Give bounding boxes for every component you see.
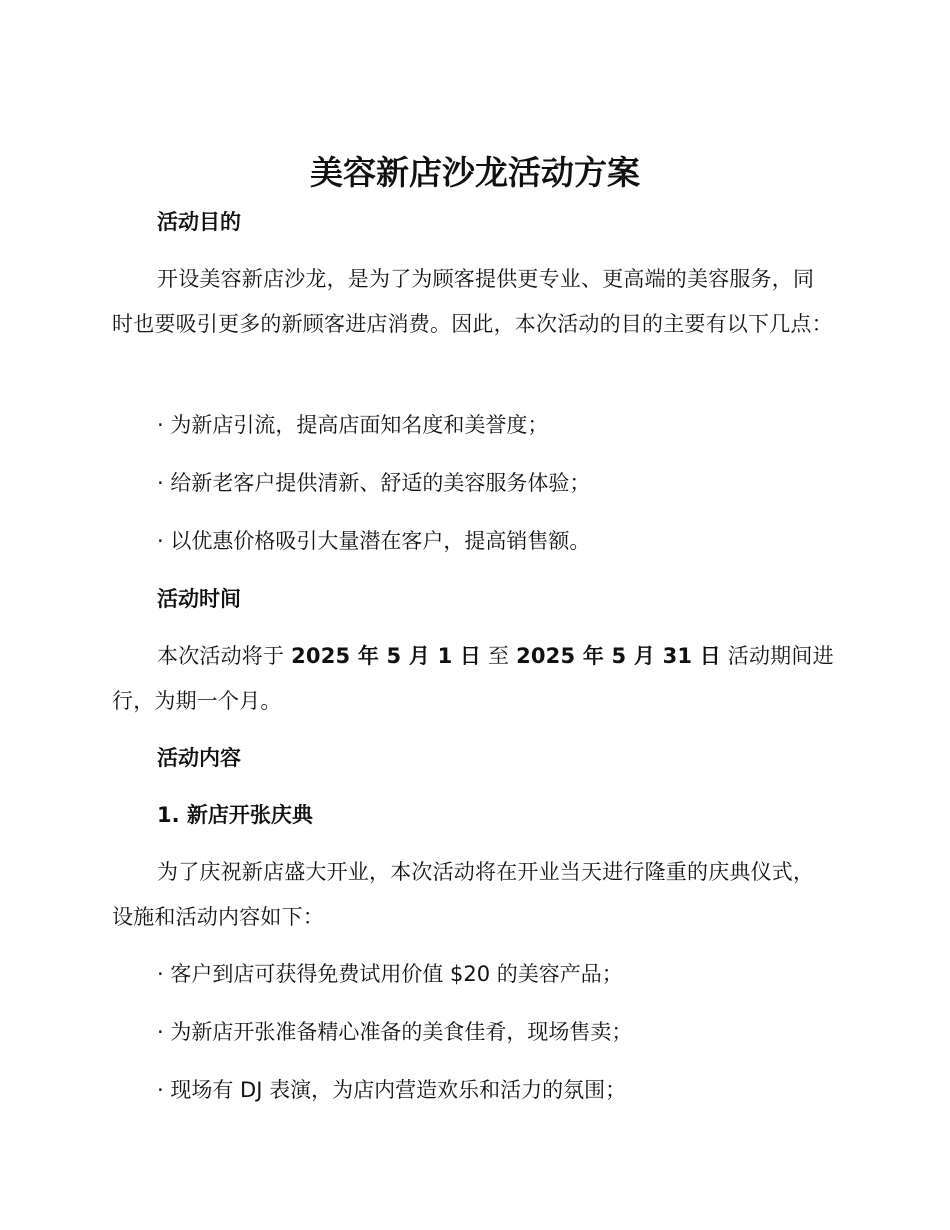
heading-content: 活动内容 xyxy=(157,746,241,770)
document-title: 美容新店沙龙活动方案 xyxy=(310,153,640,192)
heading-purpose: 活动目的 xyxy=(157,210,241,234)
end-date: 2025 年 5 月 31 日 xyxy=(516,644,721,668)
subheading-opening-ceremony: 1. 新店开张庆典 xyxy=(157,803,313,827)
time-prefix: 本次活动将于 xyxy=(157,644,292,668)
paragraph-content: 为了庆祝新店盛大开业，本次活动将在开业当天进行隆重的庆典仪式，设施和活动内容如下： xyxy=(112,860,815,929)
bullet-content-1: · 客户到店可获得免费试用价值 $20 的美容产品； xyxy=(157,962,623,986)
heading-time: 活动时间 xyxy=(157,587,241,611)
bullet-content-2: · 为新店开张准备精心准备的美食佳肴，现场售卖； xyxy=(157,1020,633,1044)
bullet-purpose-2: · 给新老客户提供清新、舒适的美容服务体验； xyxy=(157,471,591,495)
time-middle: 至 xyxy=(481,644,517,668)
paragraph-purpose: 开设美容新店沙龙，是为了为顾客提供更专业、更高端的美容服务，同时也要吸引更多的新顾客进店消费。因此，本次活动的目的主要有以下几点： xyxy=(112,267,833,336)
time-suffix: 活动期间进行，为期一个月。 xyxy=(112,644,834,713)
bullet-purpose-3: · 以优惠价格吸引大量潜在客户，提高销售额。 xyxy=(157,529,591,553)
paragraph-time xyxy=(112,634,834,724)
start-date: 2025 年 5 月 1 日 xyxy=(291,644,482,668)
bullet-content-3: · 现场有 DJ 表演，为店内营造欢乐和活力的氛围； xyxy=(157,1078,627,1102)
bullet-purpose-1: · 为新店引流，提高店面知名度和美誉度； xyxy=(157,413,549,437)
